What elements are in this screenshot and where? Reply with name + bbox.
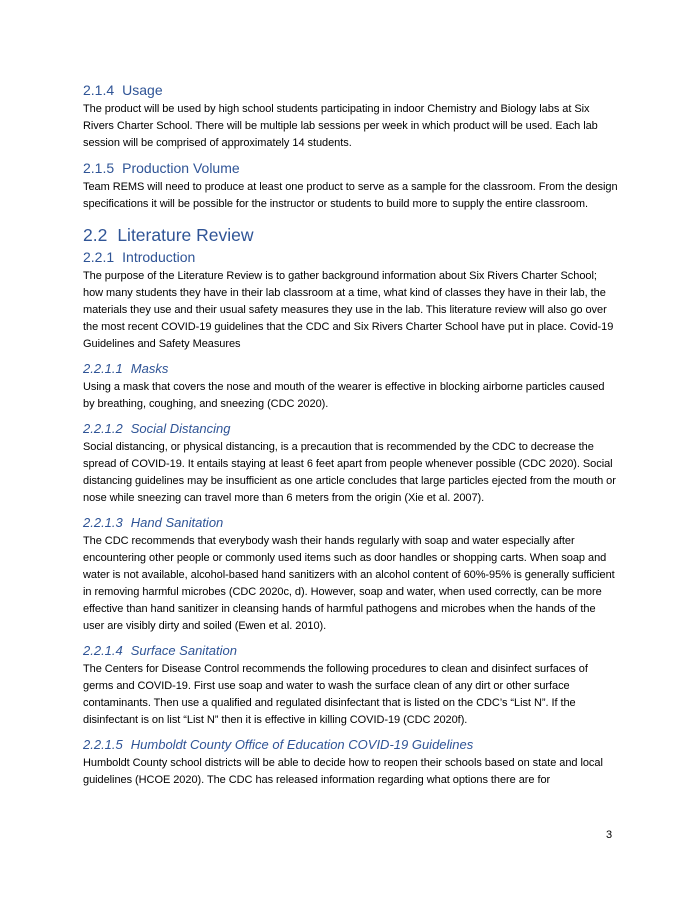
heading-number: 2.1.4: [83, 82, 115, 98]
paragraph-usage: The product will be used by high school students participating in indoor Chemistry and Biology labs at Six Rivers Charter School. There will be multiple lab sessions per week in which product will be used. Each lab session will be comprised of approximately 14 students.: [83, 103, 598, 149]
heading-production-volume: [83, 160, 618, 177]
heading-introduction: [83, 249, 618, 266]
paragraph-surface-sanitation: The Centers for Disease Control recommends the following procedures to clean and disinfect surfaces of germs and COVID-19. First use soap and water to wash the surface clean of any dirt or other surface contaminants. Then use a qualified and regulated disinfectant that is listed on the CDC’s “List N”. If the disinfectant is on list “List N” then it is effective in killing COVID-19 (CDC 2020f).: [83, 663, 588, 726]
paragraph-masks: Using a mask that covers the nose and mouth of the wearer is effective in blocking airborne particles caused by breathing, coughing, and sneezing (CDC 2020).: [83, 381, 605, 410]
heading-title: Surface Sanitation: [130, 643, 237, 658]
paragraph-social-distancing: Social distancing, or physical distancing, is a precaution that is recommended by the CDC to decrease the spread of COVID-19. It entails staying at least 6 feet apart from people whenever possible (CDC 2020). Social distancing guidelines may be insufficient as one article concludes that large particles ejected from the mouth or nose while sneezing can travel more than 6 meters from the origin (Xie et al. 2007).: [83, 441, 616, 504]
section-introduction: [83, 249, 618, 353]
section-surface-sanitation: [83, 643, 618, 729]
heading-title: Production Volume: [122, 160, 240, 176]
heading-number: 2.2.1.4: [83, 643, 123, 658]
heading-number: 2.2.1.2: [83, 421, 123, 436]
heading-number: 2.2.1: [83, 249, 115, 265]
paragraph-hand-sanitation: The CDC recommends that everybody wash their hands regularly with soap and water especially after encountering other people or commonly used items such as door handles or shopping carts. When soap and water is not available, alcohol-based hand sanitizers with an alcohol content of 60%-95% is generally sufficient in removing harmful microbes (CDC 2020c, d). However, soap and water, when used correctly, can be more effective than hand sanitizer in cleansing hands of harmful pathogens and microbes when the hands of the user are visibly dirty and soiled (Ewen et al. 2010).: [83, 535, 615, 632]
heading-title: Humboldt County Office of Education COVID-19 Guidelines: [130, 737, 474, 752]
paragraph-introduction: The purpose of the Literature Review is to gather background information about Six Rivers Charter School; how many students they have in their lab classroom at a time, what kind of classes they have in their lab, the materials they use and their usual safety measures they use in the lab. This literature review will also go over the most recent COVID-19 guidelines that the CDC and Six Rivers Charter School have put in place. Covid-19 Guidelines and Safety Measures: [83, 270, 614, 350]
section-masks: [83, 361, 618, 413]
heading-literature-review: [83, 225, 618, 246]
heading-masks: [83, 361, 618, 377]
heading-humboldt-guidelines: [83, 737, 618, 753]
paragraph-production-volume: Team REMS will need to produce at least one product to serve as a sample for the classroom. From the design specifications it will be possible for the instructor or students to build more to supply the entire classroom.: [83, 181, 618, 210]
heading-number: 2.1.5: [83, 160, 115, 176]
heading-social-distancing: [83, 421, 618, 437]
heading-title: Masks: [130, 361, 169, 376]
heading-title: Literature Review: [117, 225, 254, 245]
heading-number: 2.2.1.1: [83, 361, 123, 376]
heading-title: Usage: [122, 82, 163, 98]
section-production-volume: [83, 160, 618, 213]
heading-usage: [83, 82, 618, 99]
section-social-distancing: [83, 421, 618, 507]
heading-title: Hand Sanitation: [130, 515, 224, 530]
section-usage: [83, 82, 618, 152]
paragraph-humboldt-guidelines: Humboldt County school districts will be able to decide how to reopen their schools based on state and local guidelines (HCOE 2020). The CDC has released information regarding what options there are for: [83, 757, 603, 786]
heading-title: Social Distancing: [130, 421, 231, 436]
heading-title: Introduction: [122, 249, 196, 265]
heading-number: 2.2: [83, 225, 108, 245]
heading-surface-sanitation: [83, 643, 618, 659]
section-humboldt-guidelines: [83, 737, 618, 789]
heading-hand-sanitation: [83, 515, 618, 531]
heading-number: 2.2.1.5: [83, 737, 123, 752]
section-hand-sanitation: [83, 515, 618, 635]
page-number: 3: [606, 829, 613, 841]
page-content: [83, 82, 618, 797]
heading-number: 2.2.1.3: [83, 515, 123, 530]
